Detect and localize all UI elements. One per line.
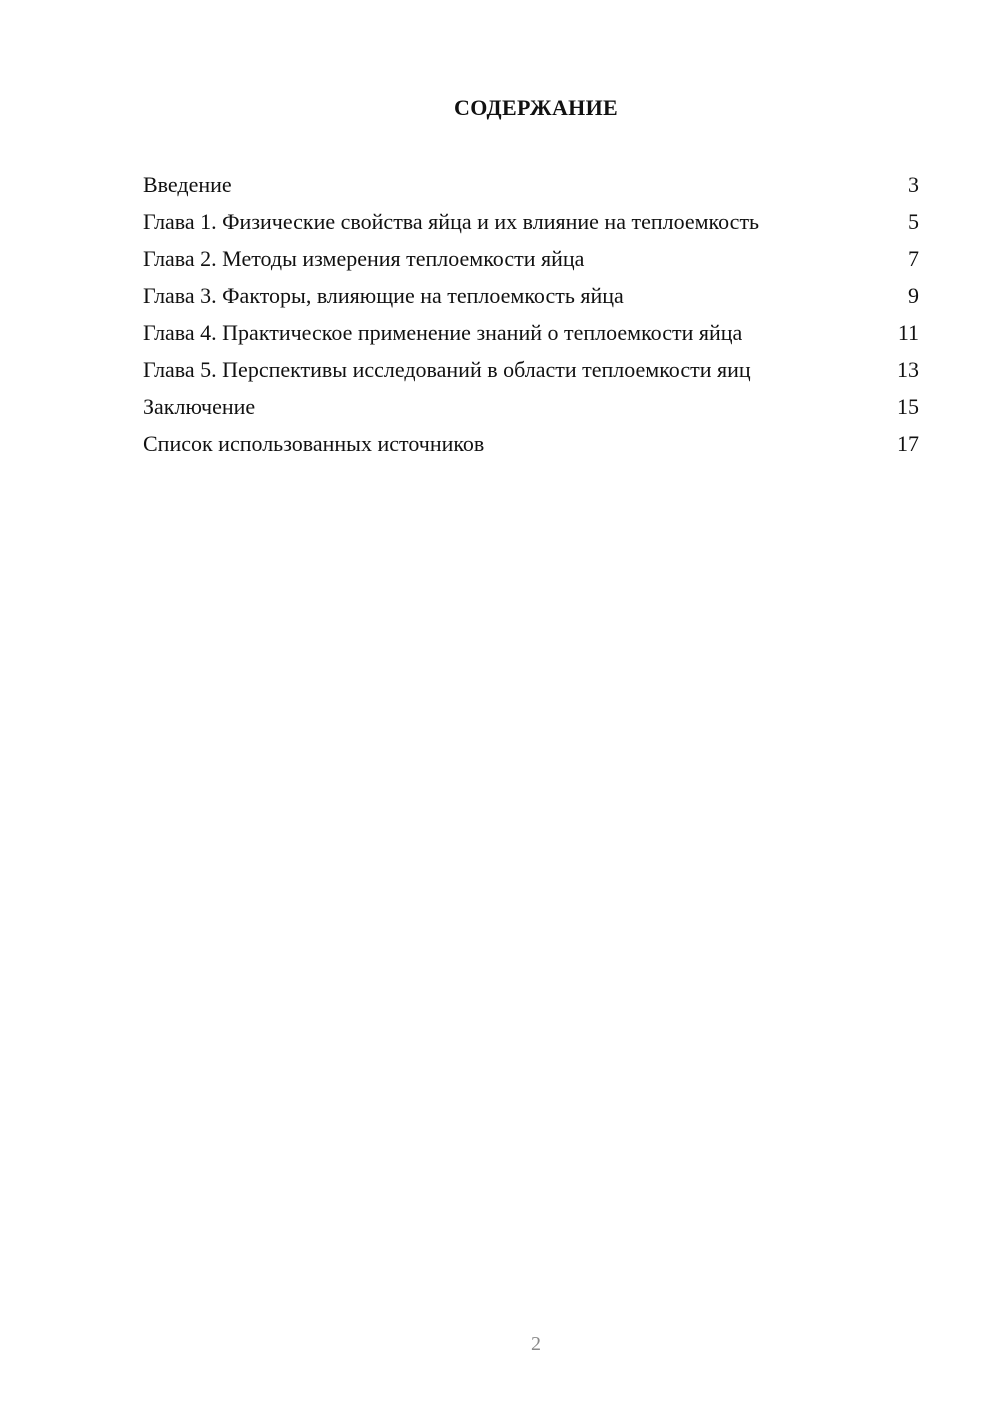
- toc-entry-chapter-1: [143, 208, 919, 235]
- toc-entry-page: 9: [908, 283, 919, 308]
- toc-entry-page: 15: [897, 394, 919, 419]
- toc-entry-references: [143, 430, 919, 457]
- toc-entry-label: Глава 3. Факторы, влияющие на теплоемкость яйца: [143, 283, 624, 308]
- toc-entry-chapter-5: [143, 356, 919, 383]
- toc-entry-label: Список использованных источников: [143, 431, 485, 456]
- toc-entry-label: Глава 5. Перспективы исследований в области теплоемкости яиц: [143, 357, 751, 382]
- toc-entry-label: Глава 4. Практическое применение знаний о теплоемкости яйца: [143, 320, 743, 345]
- toc-entry-page: 3: [908, 172, 919, 197]
- toc-entry-label: Введение: [143, 172, 232, 197]
- toc-entry-page: 17: [897, 431, 919, 456]
- toc-entry-chapter-3: [143, 282, 919, 309]
- toc-entry-label: Глава 2. Методы измерения теплоемкости яйца: [143, 246, 585, 271]
- toc-entry-page: 7: [908, 246, 919, 271]
- toc-entry-chapter-4: [143, 319, 919, 346]
- page-title: СОДЕРЖАНИЕ: [454, 95, 618, 120]
- toc-entry-chapter-2: [143, 245, 919, 272]
- toc-entry-page: 11: [897, 320, 919, 345]
- toc-entry-label: Глава 1. Физические свойства яйца и их влияние на теплоемкость: [143, 209, 760, 234]
- table-of-contents: [143, 171, 919, 467]
- page-number: 2: [531, 1333, 541, 1355]
- toc-entry-introduction: [143, 171, 919, 198]
- toc-entry-label: Заключение: [143, 394, 256, 419]
- toc-entry-conclusion: [143, 393, 919, 420]
- toc-entry-page: 13: [897, 357, 919, 382]
- toc-entry-page: 5: [908, 209, 919, 234]
